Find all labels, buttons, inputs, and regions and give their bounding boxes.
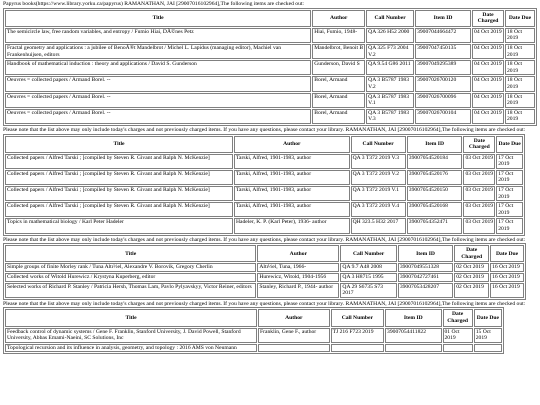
cell-date-due: 17 Oct 2019 xyxy=(496,202,523,217)
col-date-due: Date Due xyxy=(474,309,502,326)
col-item-id: Item ID xyxy=(398,245,453,262)
cell-call-number: QA 3 B5787 1983 V.2 xyxy=(366,76,414,91)
cell-author: Hurewicz, Witold, 1904-1956 xyxy=(257,273,339,282)
cell-item-id: 39007026700120 xyxy=(415,76,471,91)
col-title: Title xyxy=(5,136,233,153)
col-title: Title xyxy=(5,245,256,262)
col-call-number: Call Number xyxy=(331,309,384,326)
cell-author xyxy=(258,344,330,353)
cell-date-charged: 04 Oct 2019 xyxy=(472,93,504,108)
cell-call-number: QA 3 T372 2019 V.2 xyxy=(351,170,406,185)
cell-date-charged: 04 Oct 2019 xyxy=(472,28,504,43)
cell-title: Collected papers / Alfred Tarski ; [compiled by Steven R. Givant and Ralph N. McKenzie] xyxy=(5,202,233,217)
cell-item-id: 39007054411822 xyxy=(385,328,441,343)
cell-call-number: QA 29 S6735 S73 2017 xyxy=(340,283,396,298)
col-author: Author xyxy=(312,10,365,27)
cell-item-id: 39007044664472 xyxy=(415,28,471,43)
cell-item-id: 39007054520184 xyxy=(407,154,463,169)
cell-call-number xyxy=(331,344,384,353)
cell-date-due: 17 Oct 2019 xyxy=(496,170,523,185)
cell-date-charged: 02 Oct 2019 xyxy=(454,283,489,298)
table-body xyxy=(5,263,524,297)
table-header-row xyxy=(5,136,523,153)
cell-item-id: 39007047450135 xyxy=(415,44,471,59)
col-call-number: Call Number xyxy=(366,10,414,27)
cell-date-charged: 04 Oct 2019 xyxy=(472,76,504,91)
cell-date-charged xyxy=(443,344,473,353)
table-header-row xyxy=(5,309,502,326)
table-row xyxy=(5,344,502,353)
cell-item-id xyxy=(385,344,441,353)
cell-item-id: 39007054520176 xyxy=(407,170,463,185)
cell-date-charged: 03 Oct 2019 xyxy=(463,170,495,185)
cell-date-due: 16 Oct 2019 xyxy=(490,263,524,272)
cell-author: Stanley, Richard P., 1944- author xyxy=(257,283,339,298)
cell-date-due: 16 Oct 2019 xyxy=(490,273,524,282)
cell-item-id: 39007049295389 xyxy=(415,60,471,75)
cell-date-due: 17 Oct 2019 xyxy=(496,186,523,201)
table-header-row xyxy=(5,10,535,27)
cell-author: Tarski, Alfred, 1901-1983, author xyxy=(234,170,350,185)
cell-author: Franklin, Gene F., author xyxy=(258,328,330,343)
cell-author: Mandelbrot, Benoit B xyxy=(312,44,365,59)
cell-title: Collected papers / Alfred Tarski ; [compiled by Steven R. Givant and Ralph N. McKenzie] xyxy=(5,170,233,185)
cell-title: Feedback control of dynamic systems / Gene F. Franklin, Stanford University, J. David Powell, Stanford University, Abbas Emami-Naeini, SC Solutions, Inc xyxy=(5,328,257,343)
col-item-id: Item ID xyxy=(407,136,463,153)
cell-date-due: 15 Oct 2019 xyxy=(474,328,502,343)
cell-call-number: QA 9.54 G86 2011 xyxy=(366,60,414,75)
col-date-charged: Date Charged xyxy=(443,309,473,326)
cell-date-due: 16 Oct 2019 xyxy=(490,283,524,298)
cell-item-id: 39007054520150 xyxy=(407,186,463,201)
cell-title: Fractal geometry and applications : a jubilee of BenoÃ®t Mandelbrot / Michel L. Lapidus (managing editor), Machiel van Frankenhuijsen, editors xyxy=(5,44,311,59)
cell-title: Selected works of Richard P. Stanley / Patricia Hersh, Thomas Lam, Pavlo Pylyavskyy, Victor Reiner, editors xyxy=(5,283,256,298)
col-author: Author xyxy=(234,136,350,153)
cell-date-charged: 01 Oct 2019 xyxy=(443,328,473,343)
table-row xyxy=(5,283,524,298)
col-item-id: Item ID xyxy=(385,309,441,326)
cell-title: Collected papers / Alfred Tarski ; [compiled by Steven R. Givant and Ralph N. McKenzie] xyxy=(5,154,233,169)
cell-date-due: 18 Oct 2019 xyxy=(505,76,535,91)
cell-date-charged: 04 Oct 2019 xyxy=(472,109,504,124)
cell-date-due: 18 Oct 2019 xyxy=(505,44,535,59)
cell-date-due: 18 Oct 2019 xyxy=(505,93,535,108)
cell-call-number: QA 3 T372 2019 V.4 xyxy=(351,202,406,217)
cell-call-number: QA 325 F73 2004 V.2 xyxy=(366,44,414,59)
table-row xyxy=(5,154,523,169)
table-row xyxy=(5,263,524,272)
table-row xyxy=(5,328,502,343)
checkout-table-4 xyxy=(3,307,504,354)
col-item-id: Item ID xyxy=(415,10,471,27)
table-row xyxy=(5,93,535,108)
cell-item-id: 39007042727461 xyxy=(398,273,453,282)
cell-call-number: QA 3 B5787 1983 V.3 xyxy=(366,109,414,124)
cell-item-id: 39007026700096 xyxy=(415,93,471,108)
cell-author: Borel, Armand xyxy=(312,93,365,108)
col-title: Title xyxy=(5,10,311,27)
table-row xyxy=(5,76,535,91)
table-body xyxy=(5,154,523,234)
cell-date-charged: 02 Oct 2019 xyxy=(454,273,489,282)
col-date-due: Date Due xyxy=(505,10,535,27)
cell-item-id: 39007049551328 xyxy=(398,263,453,272)
col-call-number: Call Number xyxy=(351,136,406,153)
cell-call-number: QA 3 T372 2019 V.1 xyxy=(351,186,406,201)
cell-author: Altı½el, Tuna, 1966- xyxy=(257,263,339,272)
cell-date-charged: 03 Oct 2019 xyxy=(463,154,495,169)
checkout-table-1 xyxy=(3,8,537,126)
cell-author: Gunderson, David S xyxy=(312,60,365,75)
checkout-table-2 xyxy=(3,134,525,236)
table-row xyxy=(5,186,523,201)
cell-date-charged: 02 Oct 2019 xyxy=(454,263,489,272)
cell-item-id: 39007053428207 xyxy=(398,283,453,298)
cell-call-number: QH 323.5 H32 2017 xyxy=(351,218,406,233)
cell-author: Borel, Armand xyxy=(312,76,365,91)
cell-item-id: 39007054520168 xyxy=(407,202,463,217)
cell-date-charged: 04 Oct 2019 xyxy=(472,60,504,75)
cell-date-due: 18 Oct 2019 xyxy=(505,109,535,124)
table-row xyxy=(5,218,523,233)
cell-call-number: QA 326 H52 2000 xyxy=(366,28,414,43)
cell-date-charged: 03 Oct 2019 xyxy=(463,186,495,201)
notice-text: Please note that the list above may only include today's charges and not previously charged items. If you have any questions, please contact your library. RAMANATHAN, JAI [29007016102964],The following items are checked out: xyxy=(3,300,526,307)
notice-text: Please note that the list above may only include today's charges and not previously charged items. If you have any questions, please contact your library. RAMANATHAN, JAI [29007016102964],The following items are checked out: xyxy=(3,126,526,133)
cell-title: Collected works of Witold Hurewicz / Krystyna Kuperberg, editor xyxy=(5,273,256,282)
table-body xyxy=(5,28,535,124)
col-date-charged: Date Charged xyxy=(454,245,489,262)
intro-text: Papyrus books(https://www.library.yorku.ca/papyrus) RAMANATHAN, JAI [29007016102964],The following items are checked out: xyxy=(3,1,304,7)
cell-author: Hiai, Fumio, 1948- xyxy=(312,28,365,43)
cell-author: Tarski, Alfred, 1901-1983, author xyxy=(234,154,350,169)
cell-title: Oeuvres = collected papers / Armand Borel. -- xyxy=(5,76,311,91)
table-row xyxy=(5,170,523,185)
col-author: Author xyxy=(258,309,330,326)
col-title: Title xyxy=(5,309,257,326)
cell-title: The semicircle law, free random variables, and entropy / Fumio Hiai, DÃ©nes Petz xyxy=(5,28,311,43)
col-call-number: Call Number xyxy=(340,245,396,262)
table-row xyxy=(5,44,535,59)
cell-date-due: 17 Oct 2019 xyxy=(496,154,523,169)
cell-item-id: 39007026700104 xyxy=(415,109,471,124)
table-row xyxy=(5,28,535,43)
cell-author: Borel, Armand xyxy=(312,109,365,124)
cell-title: Handbook of mathematical induction : theory and applications / David S. Gunderson xyxy=(5,60,311,75)
cell-date-due: 18 Oct 2019 xyxy=(505,60,535,75)
cell-call-number: QA 3 B5787 1983 V.1 xyxy=(366,93,414,108)
cell-title: Collected papers / Alfred Tarski ; [compiled by Steven R. Givant and Ralph N. McKenzie] xyxy=(5,186,233,201)
cell-date-charged: 04 Oct 2019 xyxy=(472,44,504,59)
checkout-table-3 xyxy=(3,243,526,300)
col-date-charged: Date Charged xyxy=(463,136,495,153)
cell-item-id: 39007054352471 xyxy=(407,218,463,233)
cell-call-number: QA 9.7 A48 2008 xyxy=(340,263,396,272)
col-date-due: Date Due xyxy=(496,136,523,153)
cell-date-due: 18 Oct 2019 xyxy=(505,28,535,43)
cell-title: Topological recursion and its influence in analysis, geometry, and topology : 2016 AMS von Neumann xyxy=(5,344,257,353)
cell-title: Topics in mathematical biology / Karl Peter Hadeler xyxy=(5,218,233,233)
cell-date-due xyxy=(474,344,502,353)
cell-title: Oeuvres = collected papers / Armand Borel. -- xyxy=(5,109,311,124)
cell-call-number: QA 3 H8715 1995 xyxy=(340,273,396,282)
col-date-charged: Date Charged xyxy=(472,10,504,27)
cell-author: Hadeler, K. P. (Karl Peter), 1936- author xyxy=(234,218,350,233)
table-row xyxy=(5,60,535,75)
col-author: Author xyxy=(257,245,339,262)
table-row xyxy=(5,109,535,124)
table-row xyxy=(5,202,523,217)
cell-title: Simple groups of finite Morley rank / Tuna Altı½el, Alexandre V. Borovik, Gregory Cherlin xyxy=(5,263,256,272)
table-row xyxy=(5,273,524,282)
cell-title: Oeuvres = collected papers / Armand Borel. -- xyxy=(5,93,311,108)
cell-date-due: 17 Oct 2019 xyxy=(496,218,523,233)
notice-text: Please note that the list above may only include today's charges and not previously charged items. If you have any questions, please contact your library. RAMANATHAN, JAI [29007016102964],The following items are checked out: xyxy=(3,236,526,243)
cell-date-charged: 03 Oct 2019 xyxy=(463,202,495,217)
col-date-due: Date Due xyxy=(490,245,524,262)
table-body xyxy=(5,328,502,353)
cell-call-number: QA 3 T372 2019 V.3 xyxy=(351,154,406,169)
cell-author: Tarski, Alfred, 1901-1983, author xyxy=(234,202,350,217)
cell-author: Tarski, Alfred, 1901-1983, author xyxy=(234,186,350,201)
cell-call-number: TJ 216 F723 2019 xyxy=(331,328,384,343)
cell-date-charged: 03 Oct 2019 xyxy=(463,218,495,233)
table-header-row xyxy=(5,245,524,262)
